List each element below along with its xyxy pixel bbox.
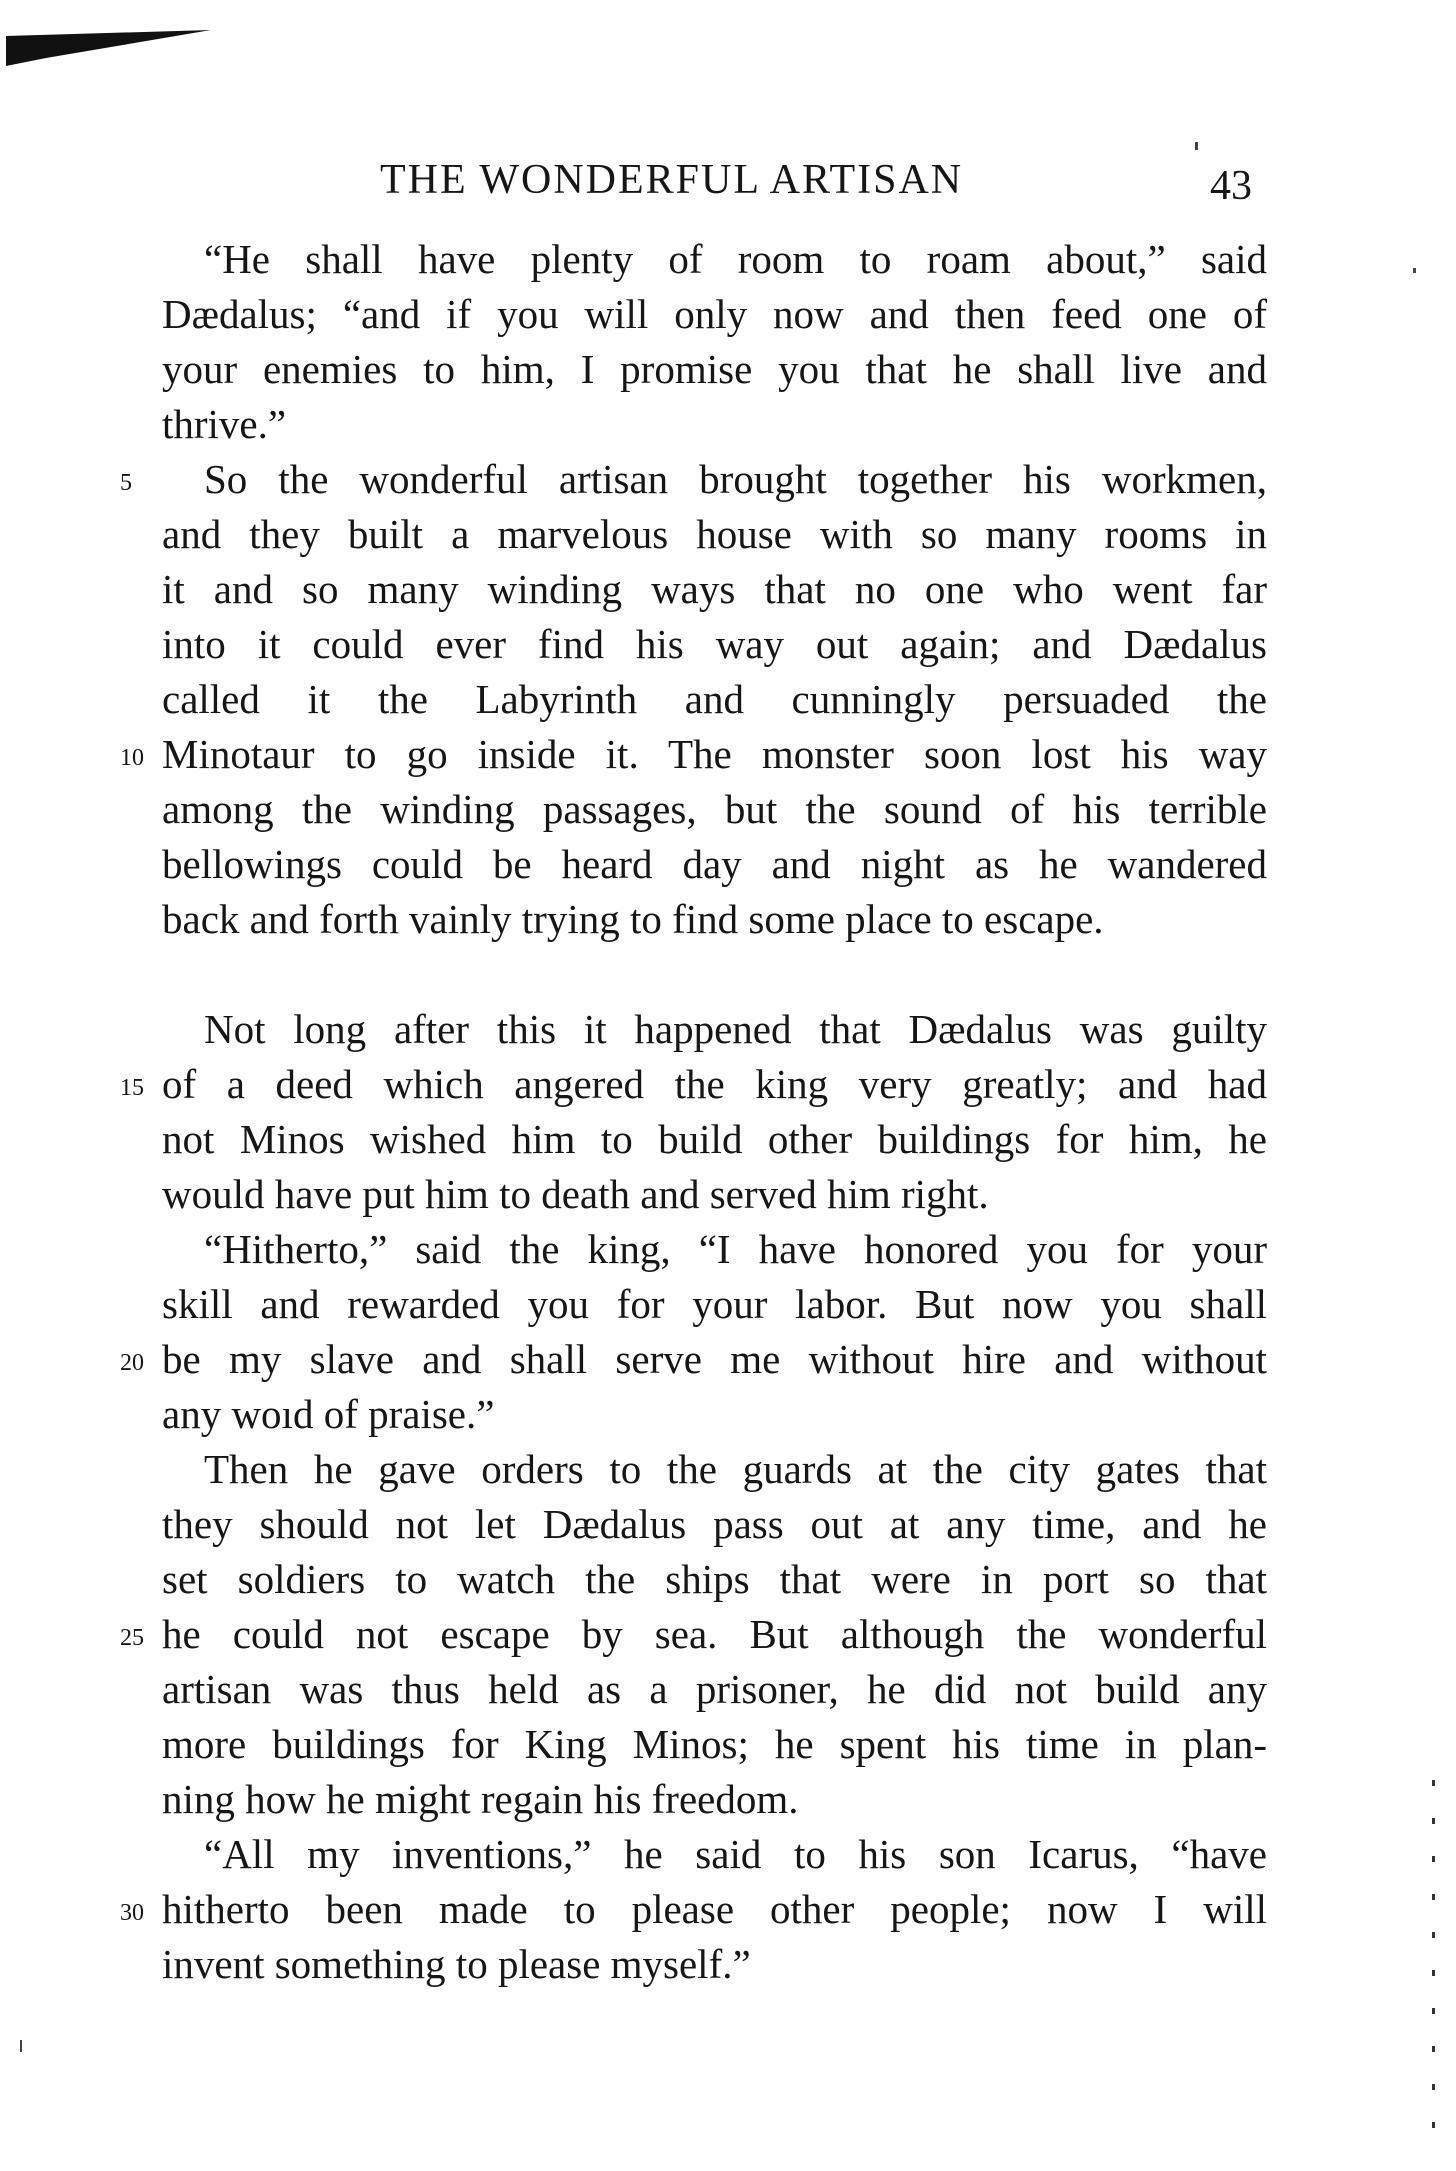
- line-text: it and so many winding ways that no one who went far: [162, 566, 1267, 612]
- line-text: thrive.”: [162, 401, 287, 447]
- text-line: [162, 1277, 1267, 1332]
- text-line: [120, 1057, 1267, 1112]
- line-number: 5: [120, 470, 132, 496]
- text-line: [162, 892, 1267, 947]
- text-line: [162, 1112, 1267, 1167]
- line-text: your enemies to him, I promise you that he shall live and: [162, 346, 1267, 392]
- scan-edge-marks: [1432, 1780, 1435, 2160]
- line-text: set soldiers to watch the ships that were in port so that: [162, 1556, 1267, 1602]
- text-line: [162, 1167, 1267, 1222]
- line-text: of a deed which angered the king very greatly; and had: [162, 1061, 1267, 1107]
- text-line: [162, 1552, 1267, 1607]
- line-text: Not long after this it happened that Dædalus was guilty: [204, 1006, 1267, 1052]
- text-line: [162, 837, 1267, 892]
- text-line: [162, 1937, 1267, 1992]
- line-text: skill and rewarded you for your labor. But now you shall: [162, 1281, 1267, 1327]
- text-line: [162, 1772, 1267, 1827]
- line-text: bellowings could be heard day and night as he wandered: [162, 841, 1267, 887]
- line-text: “He shall have plenty of room to roam about,” said: [204, 236, 1267, 282]
- line-number: 10: [120, 745, 144, 771]
- text-line: [162, 1222, 1267, 1277]
- line-number: 20: [120, 1350, 144, 1376]
- corner-ink-mark: [6, 28, 211, 66]
- line-text: “All my inventions,” he said to his son Icarus, “have: [204, 1831, 1267, 1877]
- text-line: [162, 1662, 1267, 1717]
- text-line: [162, 342, 1267, 397]
- line-text: ning how he might regain his freedom.: [162, 1776, 799, 1822]
- text-line: [120, 727, 1267, 782]
- line-text: more buildings for King Minos; he spent his time in plan-: [162, 1721, 1267, 1767]
- text-line: [120, 1607, 1267, 1662]
- scan-speck: [1413, 268, 1416, 273]
- line-text: So the wonderful artisan brought together his workmen,: [204, 456, 1267, 502]
- scan-speck: [20, 2040, 22, 2052]
- line-text: would have put him to death and served him right.: [162, 1171, 989, 1217]
- text-line: [162, 287, 1267, 342]
- text-line: [162, 507, 1267, 562]
- scan-speck: [1195, 142, 1198, 150]
- text-line: [162, 562, 1267, 617]
- line-text: Minotaur to go inside it. The monster soon lost his way: [162, 731, 1267, 777]
- text-line: [120, 1332, 1267, 1387]
- line-text: called it the Labyrinth and cunningly persuaded the: [162, 676, 1267, 722]
- line-text: into it could ever find his way out again; and Dædalus: [162, 621, 1267, 667]
- line-number: 25: [120, 1625, 144, 1651]
- line-text: Then he gave orders to the guards at the city gates that: [204, 1446, 1267, 1492]
- line-text: and they built a marvelous house with so many rooms in: [162, 511, 1267, 557]
- line-text: among the winding passages, but the sound of his terrible: [162, 786, 1267, 832]
- line-text: they should not let Dædalus pass out at any time, and he: [162, 1501, 1267, 1547]
- text-line: [162, 782, 1267, 837]
- text-line: [162, 1442, 1267, 1497]
- line-text: not Minos wished him to build other buildings for him, he: [162, 1116, 1267, 1162]
- line-text: any woıd of praise.”: [162, 1391, 495, 1437]
- text-line: [162, 232, 1267, 287]
- text-line: [162, 397, 1267, 452]
- line-number: 30: [120, 1900, 144, 1926]
- line-text: artisan was thus held as a prisoner, he did not build any: [162, 1666, 1267, 1712]
- text-line: [162, 672, 1267, 727]
- line-number: 15: [120, 1075, 144, 1101]
- line-text: Dædalus; “and if you will only now and then feed one of: [162, 291, 1267, 337]
- line-text: be my slave and shall serve me without hire and without: [162, 1336, 1267, 1382]
- text-line: [120, 452, 1267, 507]
- line-text: back and forth vainly trying to find some place to escape.: [162, 896, 1104, 942]
- line-text: invent something to please myself.”: [162, 1941, 751, 1987]
- running-header: THE WONDERFUL ARTISAN: [380, 157, 964, 203]
- text-line: [162, 1717, 1267, 1772]
- text-line: [162, 617, 1267, 672]
- line-text: “Hitherto,” said the king, “I have honored you for your: [204, 1226, 1267, 1272]
- page-number: 43: [1210, 163, 1252, 209]
- text-line: [162, 1827, 1267, 1882]
- text-line: [162, 1497, 1267, 1552]
- line-text: hitherto been made to please other people; now I will: [162, 1886, 1267, 1932]
- text-line: [162, 1002, 1267, 1057]
- text-line: [162, 1387, 1267, 1442]
- line-text: he could not escape by sea. But although the wonderful: [162, 1611, 1267, 1657]
- text-line: [120, 1882, 1267, 1937]
- body-text: [120, 232, 1267, 1992]
